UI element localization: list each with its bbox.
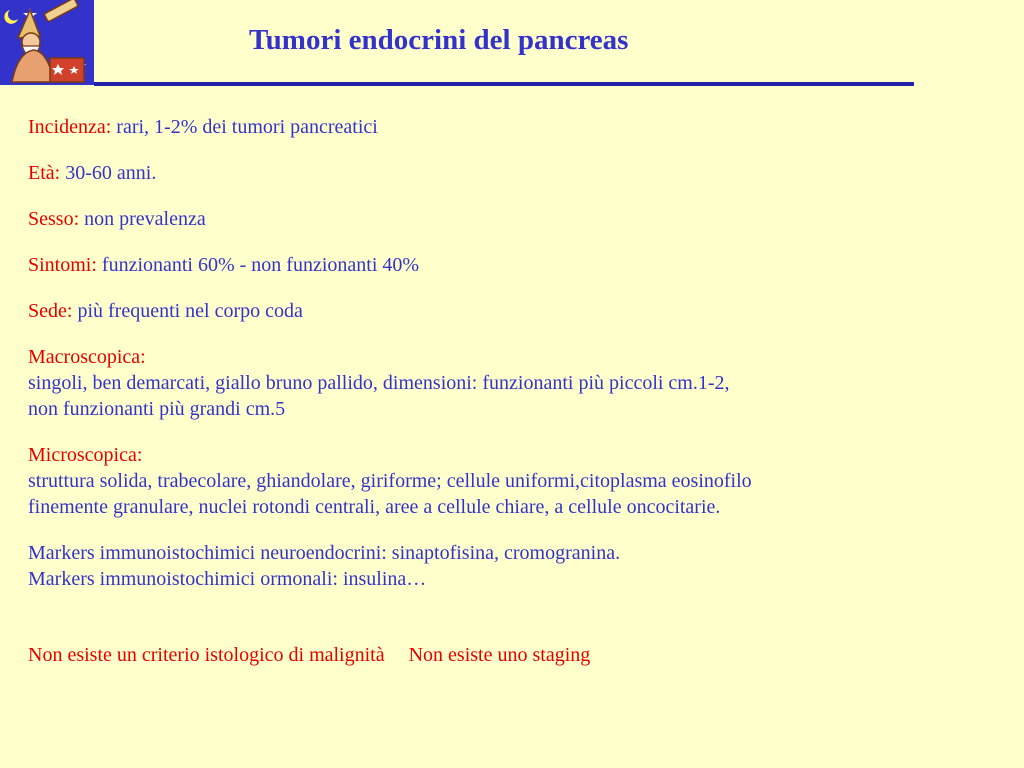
microscopica-label: Microscopica: [28,444,143,466]
incidenza-item [28,114,988,140]
macroscopica-line-2: non funzionanti più grandi cm.5 [28,398,286,420]
markers-line-2: Markers immunoistochimici ormonali: insulina… [28,568,427,590]
sintomi-text: funzionanti 60% - non funzionanti 40% [101,254,420,276]
footer-note [28,642,988,668]
sede-label: Sede: [28,300,73,322]
wizard-telescope-icon [0,0,94,85]
eta-item [28,160,988,186]
macroscopica-item [28,344,988,422]
sesso-item [28,206,988,232]
staging-note: Non esiste uno staging [408,644,591,666]
page-title: Tumori endocrini del pancreas [249,24,629,56]
incidenza-text: rari, 1-2% dei tumori pancreatici [116,116,378,138]
microscopica-line-2: finemente granulare, nuclei rotondi centrali, aree a cellule chiare, a cellule oncocitarie. [28,496,721,518]
sintomi-label: Sintomi: [28,254,97,276]
eta-text: 30-60 anni. [65,162,157,184]
macroscopica-line-1: singoli, ben demarcati, giallo bruno pallido, dimensioni: funzionanti più piccoli cm.1-2, [28,372,730,394]
spacer [28,612,988,642]
incidenza-label: Incidenza: [28,116,112,138]
sede-text: più frequenti nel corpo coda [77,300,303,322]
slide-content [28,114,988,688]
sede-item [28,298,988,324]
markers-item [28,540,988,592]
sesso-text: non prevalenza [84,208,206,230]
microscopica-item [28,442,988,520]
malignita-note: Non esiste un criterio istologico di malignità [28,644,385,666]
sintomi-item [28,252,988,278]
wizard-logo [0,0,94,85]
sesso-label: Sesso: [28,208,80,230]
microscopica-line-1: struttura solida, trabecolare, ghiandolare, giriforme; cellule uniformi,citoplasma eosinofilo [28,470,752,492]
title-underline [94,82,914,86]
macroscopica-label: Macroscopica: [28,346,146,368]
eta-label: Età: [28,162,61,184]
markers-line-1: Markers immunoistochimici neuroendocrini: sinaptofisina, cromogranina. [28,542,621,564]
